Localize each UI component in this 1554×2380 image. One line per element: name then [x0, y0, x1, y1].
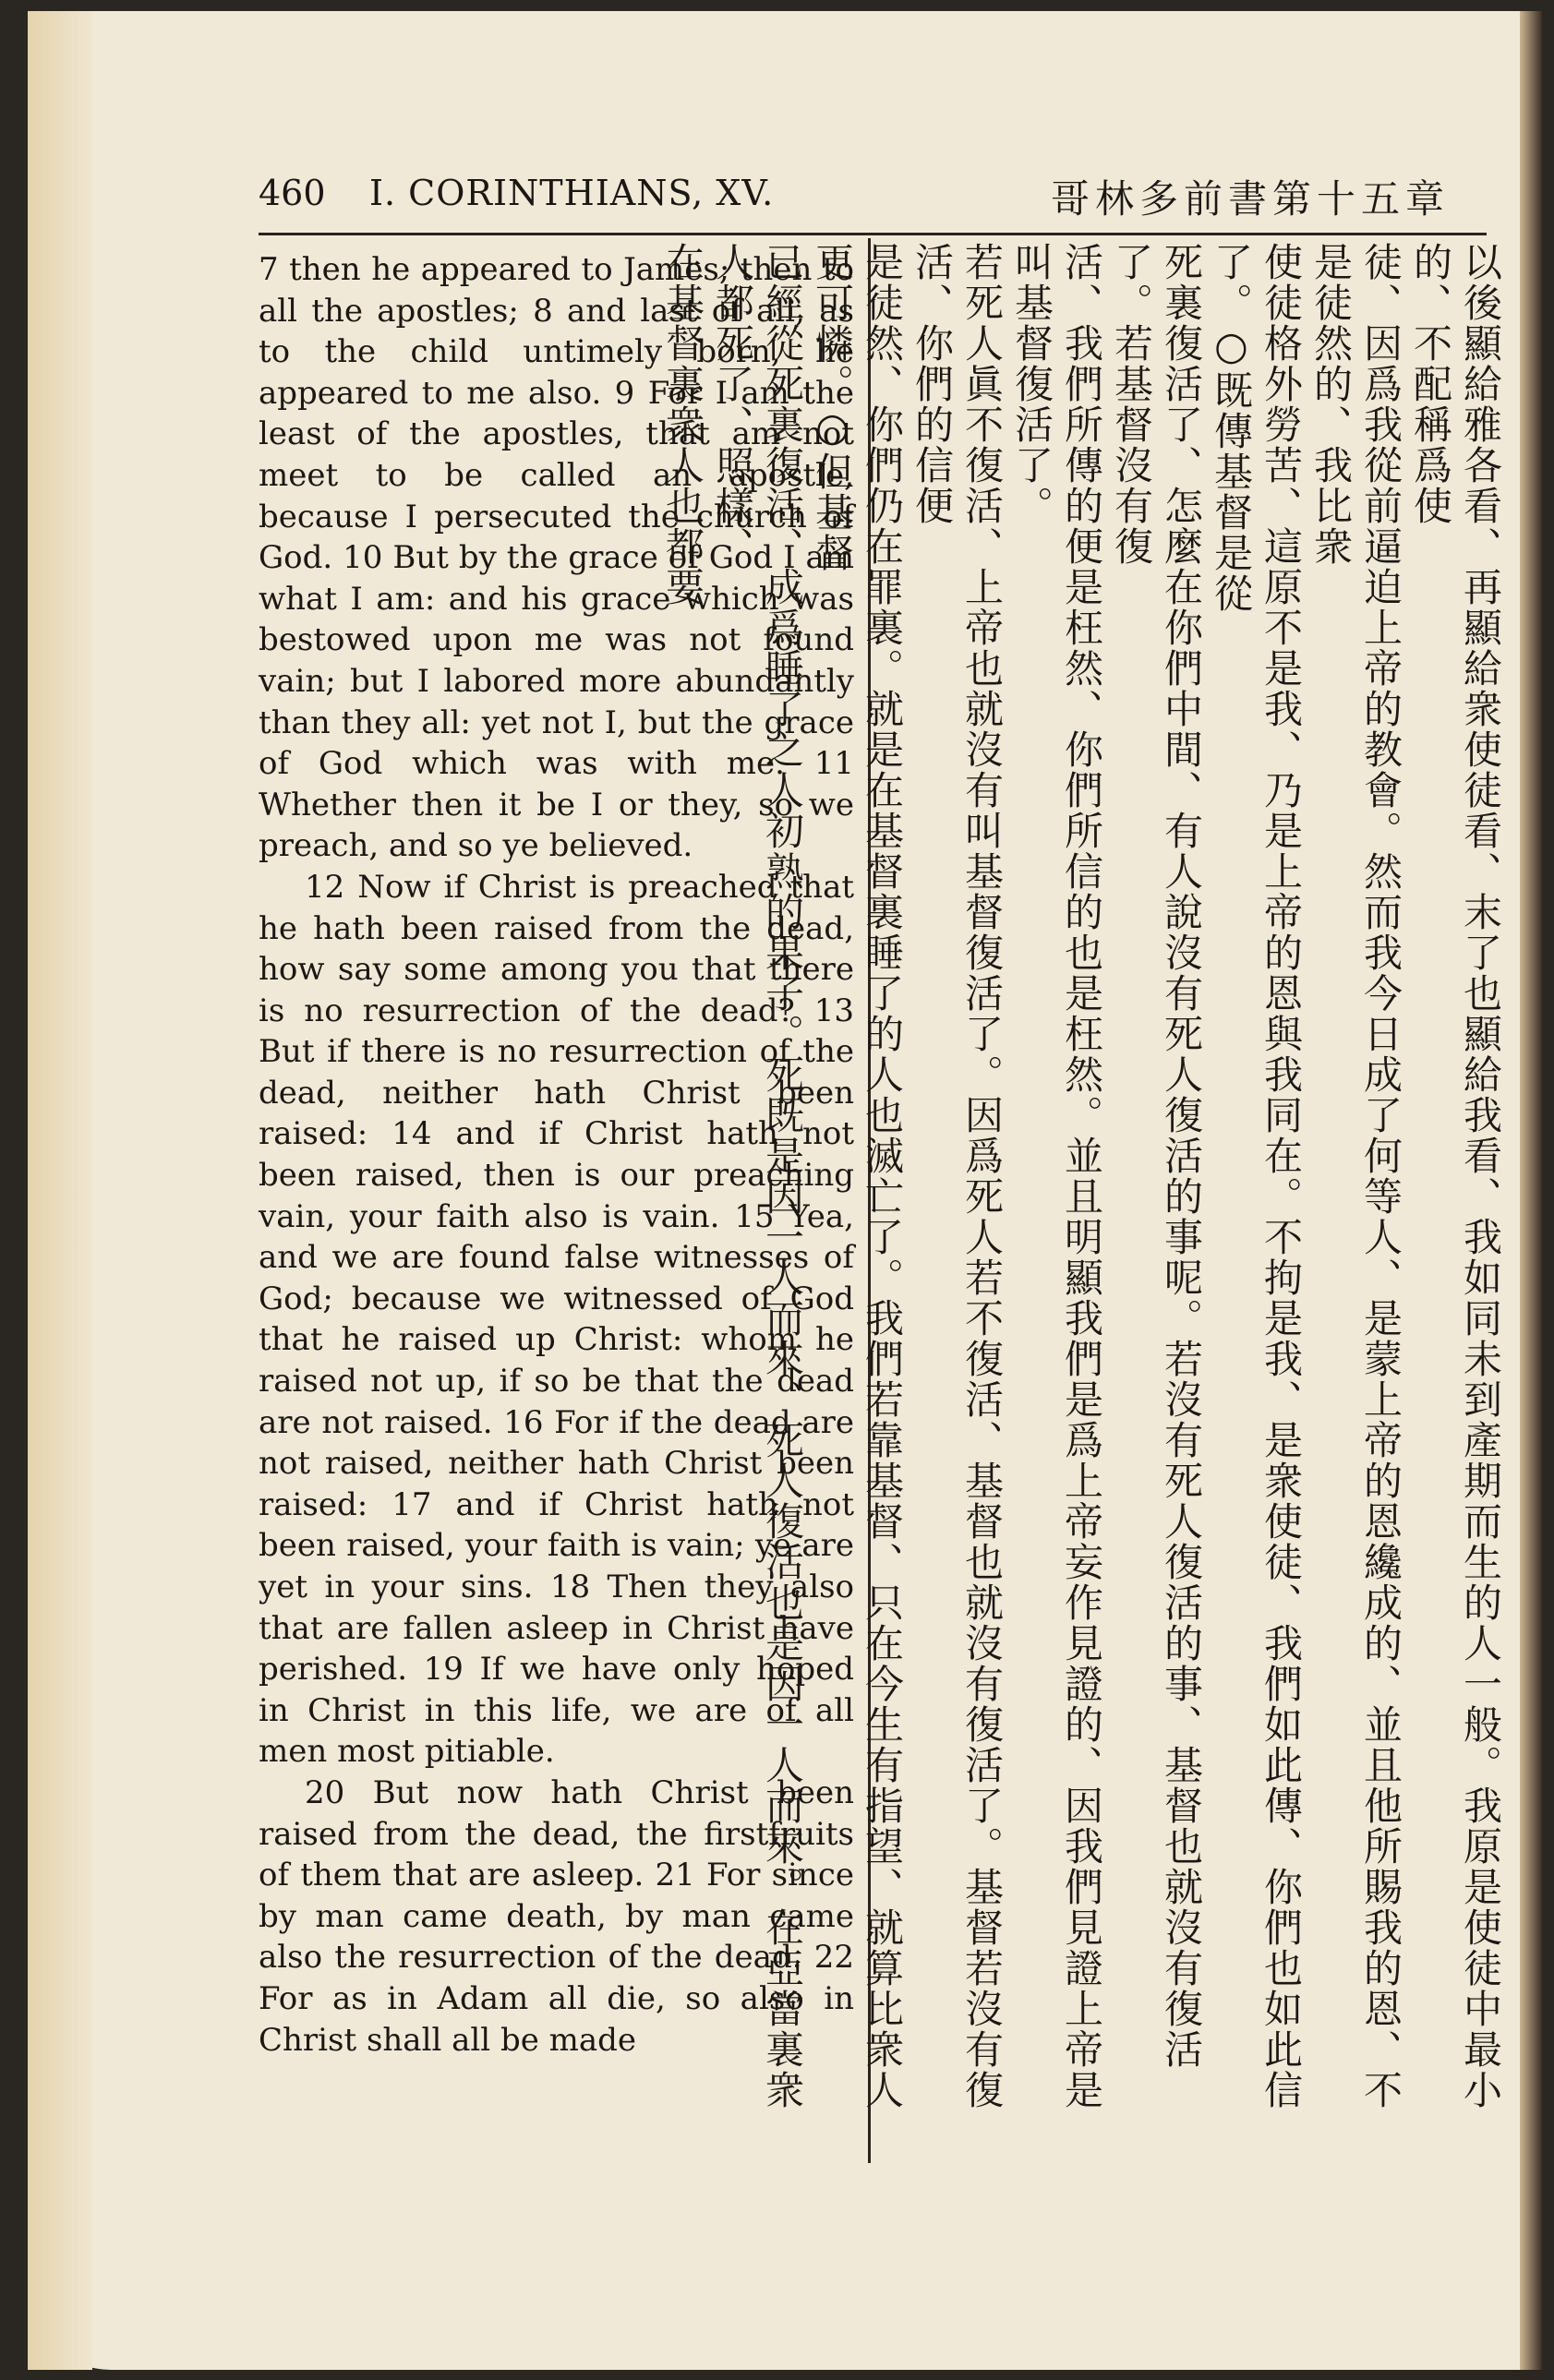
chinese-line: 活、我們所傳的便是枉然、你們所信的也是枉然。並且明顯我們是爲上帝妄作見證的、因我們見證上帝是叫基督復活了。 — [1009, 242, 1104, 2110]
chinese-line: 若死人眞不復活、上帝也就沒有叫基督復活了。因爲死人若不復活、基督也就沒有復活了。基督若沒有復活、你們的信便 — [910, 242, 1005, 2110]
book-title: I. CORINTHIANS, XV. — [369, 173, 775, 213]
english-paragraph: 20 But now hath Christ been raised from the dead, the firstfruits of them that are asleep. 21 For since by man came death, by man came also the resurrection of the dead. 22 For as in Adam all die, so also in Christ shall all be made — [259, 1773, 854, 2059]
english-paragraph: 12 Now if Christ is preached that he hath been raised from the dead, how say some among you that there is no resurrection of the dead? 13 But if there is no resurrection of the dead, neither hath Christ been raised: 14 and if Christ hath not been raised, then is our preaching vain, your faith also is vain. 15 Yea, and we are found false witnesses of God; because we witnessed of God that he raised up Christ: whom he raised not up, if so be that the dead are not raised. 16 For if the dead are not raised, neither hath Christ been raised: 17 and if Christ hath not been raised, your faith is vain; ye are yet in your sins. 18 Then they also that are fallen asleep in Christ have perished. 19 If we have only hoped in Christ in this life, we are of all men most pitiable. — [259, 868, 854, 1771]
chinese-book-title: 哥林多前書第十五章 — [1050, 176, 1450, 222]
page-number: 460 — [259, 173, 326, 213]
running-header — [259, 162, 1514, 226]
chinese-line: 死裏復活了、怎麼在你們中間、有人說沒有死人復活的事呢。若沒有死人復活的事、基督也就沒有復活了。若基督沒有復 — [1109, 242, 1204, 2070]
page-gutter-shadow — [28, 11, 92, 2370]
chinese-text-column — [660, 242, 1505, 2144]
chinese-line: 使徒格外勞苦、這原不是我、乃是上帝的恩與我同在。不拘是我、是衆使徒、我們如此傳、你們也如此信了。○既傳基督是從 — [1209, 242, 1304, 2110]
chinese-line: 徒、因爲我從前逼迫上帝的教會。然而我今日成了何等人、是蒙上帝的恩纔成的、並且他所賜我的恩、不是徒然的、我比衆 — [1308, 242, 1403, 2110]
english-paragraph: 7 then he appeared to James; then to all the apostles; 8 and last of all, as to the child untimely born, he appeared to me also. 9 For I am the least of the apostles, that am not meet to be called an apostle, because I persecuted the church of God. 10 But by the grace of God I am what I am: and his grace which was bestowed upon me was not found vain; but I labored more abundantly than they all: yet not I, but the grace of God which was with me. 11 Whether then it be I or they, so we preach, and so ye believed. — [259, 251, 854, 865]
header-rule — [259, 233, 1487, 235]
chinese-line: 以後顯給雅各看、再顯給衆使徒看、末了也顯給我看、我如同未到產期而生的人一般。我原是使徒中最小的、不配稱爲使 — [1408, 242, 1503, 2110]
chinese-line: 已經從死裏復活、成爲睡了之人初熟的果子。死既是因一人而來、死人復活也是因一人而來。在亞當裏衆人都死了、照樣、 — [710, 242, 805, 2110]
chinese-line: 是徒然、你們仍在罪裏。就是在基督裏睡了的人也滅亡了。我們若靠基督、只在今生有指望、就算比衆人更可憐。○但基督 — [810, 242, 905, 2110]
chinese-line: 在基督裏衆人也都要 — [660, 242, 705, 607]
page-edge-shadow — [1520, 11, 1542, 2370]
